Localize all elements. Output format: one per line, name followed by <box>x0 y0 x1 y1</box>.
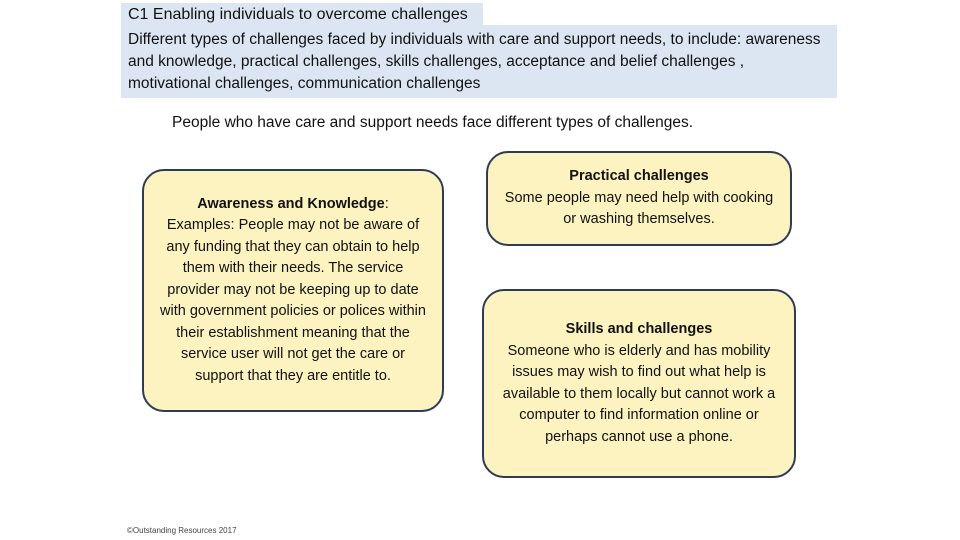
practical-card-title: Practical challenges <box>569 168 709 185</box>
intro-text: People who have care and support needs face different types of challenges. <box>172 114 694 131</box>
awareness-card-title-colon: : <box>384 195 389 212</box>
slide-title: C1 Enabling individuals to overcome challenges <box>121 3 483 27</box>
copyright-footer: ©Outstanding Resources 2017 <box>127 526 237 535</box>
practical-card-body: Some people may need help with cooking or washing themselves. <box>504 189 774 228</box>
skills-card-title: Skills and challenges <box>565 321 713 337</box>
slide-subtitle-description: Different types of challenges faced by individuals with care and support needs, to include: awareness and knowledge, practical challenges, skills challenges, acceptance and belief challenges , motivational challenges, communication challenges <box>121 25 837 98</box>
awareness-knowledge-card <box>142 169 444 412</box>
practical-challenges-card <box>486 151 792 246</box>
awareness-card-heading <box>197 194 389 216</box>
awareness-card-title: Awareness and Knowledge <box>197 195 385 212</box>
skills-challenges-card <box>482 289 796 478</box>
skills-card-body: Someone who is elderly and has mobility issues may wish to find out what help is available to them locally but cannot work a computer to find information online or perhaps cannot use a phone. <box>502 342 776 445</box>
awareness-card-body: Examples: People may not be aware of any funding that they can obtain to help them with their needs. The service provider may not be keeping up to date with government policies or polices within their establishment meaning that the service user will not get the care or support that they are entitle to. <box>160 217 426 384</box>
